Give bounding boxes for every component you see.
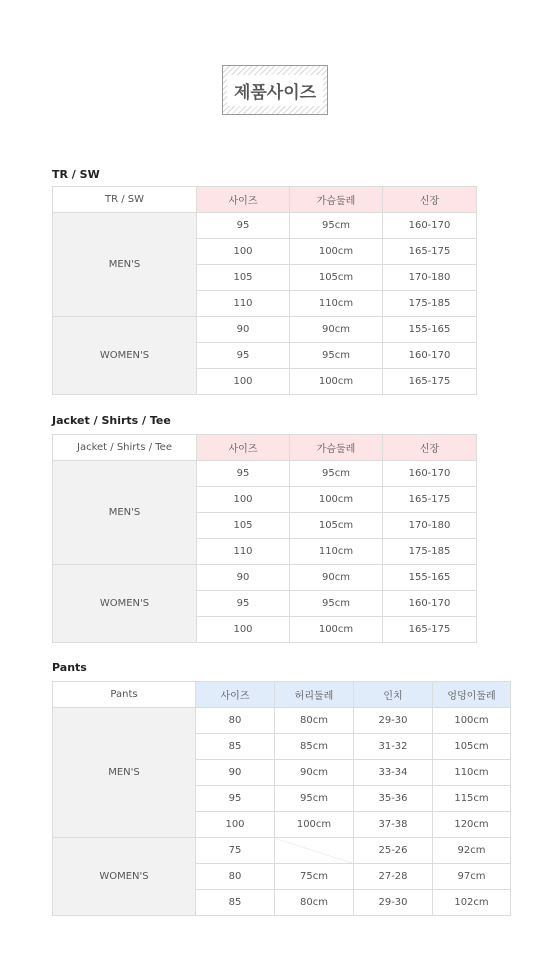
cell-chest: 100cm (290, 369, 383, 395)
cell-size: 80 (196, 864, 275, 890)
category-womens: WOMEN'S (53, 565, 197, 643)
table-header-row (53, 435, 477, 461)
cell-size: 95 (197, 343, 290, 369)
cell-hip: 115cm (433, 786, 511, 812)
page-title: 제품사이즈 (227, 75, 323, 106)
cell-size: 95 (197, 591, 290, 617)
page-title-badge (222, 65, 328, 115)
cell-size: 95 (196, 786, 275, 812)
cell-chest: 90cm (290, 317, 383, 343)
cell-height: 165-175 (383, 369, 477, 395)
cell-height: 165-175 (383, 487, 477, 513)
category-mens: MEN'S (53, 213, 197, 317)
cell-height: 160-170 (383, 461, 477, 487)
cell-size: 90 (197, 317, 290, 343)
cell-waist: 100cm (275, 812, 354, 838)
cell-size: 100 (197, 369, 290, 395)
cell-chest: 95cm (290, 591, 383, 617)
table-row (53, 565, 477, 591)
header-size: 사이즈 (196, 682, 275, 708)
cell-size: 100 (197, 617, 290, 643)
cell-size: 85 (196, 734, 275, 760)
size-table-jacket (52, 434, 477, 643)
cell-hip: 110cm (433, 760, 511, 786)
table-header-row (53, 682, 511, 708)
cell-height: 155-165 (383, 317, 477, 343)
category-womens: WOMEN'S (53, 838, 196, 916)
cell-height: 170-180 (383, 513, 477, 539)
size-table-tr-sw (52, 186, 477, 395)
table-header-row (53, 187, 477, 213)
cell-hip: 97cm (433, 864, 511, 890)
cell-size: 100 (197, 487, 290, 513)
cell-waist: 80cm (275, 890, 354, 916)
cell-inch: 35-36 (354, 786, 433, 812)
section-title-jacket: Jacket / Shirts / Tee (52, 414, 171, 427)
cell-hip: 105cm (433, 734, 511, 760)
cell-inch: 37-38 (354, 812, 433, 838)
cell-waist: 90cm (275, 760, 354, 786)
section-title-pants: Pants (52, 661, 87, 674)
cell-hip: 102cm (433, 890, 511, 916)
table-row (53, 213, 477, 239)
cell-height: 170-180 (383, 265, 477, 291)
cell-chest: 110cm (290, 291, 383, 317)
cell-inch: 33-34 (354, 760, 433, 786)
cell-height: 160-170 (383, 343, 477, 369)
header-inch: 인치 (354, 682, 433, 708)
header-size: 사이즈 (197, 187, 290, 213)
cell-height: 175-185 (383, 291, 477, 317)
table-row (53, 838, 511, 864)
cell-size: 80 (196, 708, 275, 734)
header-hip: 엉덩이둘레 (433, 682, 511, 708)
cell-size: 95 (197, 213, 290, 239)
cell-size: 90 (196, 760, 275, 786)
cell-waist: 75cm (275, 864, 354, 890)
cell-height: 160-170 (383, 213, 477, 239)
cell-inch: 25-26 (354, 838, 433, 864)
cell-waist: 95cm (275, 786, 354, 812)
cell-inch: 27-28 (354, 864, 433, 890)
header-chest: 가슴둘레 (290, 435, 383, 461)
cell-hip: 120cm (433, 812, 511, 838)
cell-inch: 31-32 (354, 734, 433, 760)
cell-size: 110 (197, 291, 290, 317)
header-chest: 가슴둘레 (290, 187, 383, 213)
cell-inch: 29-30 (354, 890, 433, 916)
size-table-pants (52, 681, 511, 916)
cell-chest: 105cm (290, 513, 383, 539)
header-size: 사이즈 (197, 435, 290, 461)
cell-inch: 29-30 (354, 708, 433, 734)
cell-size: 75 (196, 838, 275, 864)
cell-size: 85 (196, 890, 275, 916)
cell-height: 155-165 (383, 565, 477, 591)
header-height: 신장 (383, 187, 477, 213)
table-corner-label: Jacket / Shirts / Tee (53, 435, 197, 461)
cell-size: 105 (197, 513, 290, 539)
cell-size: 110 (197, 539, 290, 565)
cell-height: 165-175 (383, 239, 477, 265)
cell-height: 160-170 (383, 591, 477, 617)
table-corner-label: TR / SW (53, 187, 197, 213)
cell-chest: 95cm (290, 343, 383, 369)
cell-hip: 92cm (433, 838, 511, 864)
cell-waist: 80cm (275, 708, 354, 734)
header-height: 신장 (383, 435, 477, 461)
cell-height: 165-175 (383, 617, 477, 643)
cell-waist-empty (275, 838, 354, 864)
cell-chest: 90cm (290, 565, 383, 591)
header-waist: 허리둘레 (275, 682, 354, 708)
cell-waist: 85cm (275, 734, 354, 760)
cell-size: 100 (197, 239, 290, 265)
cell-chest: 95cm (290, 213, 383, 239)
cell-chest: 100cm (290, 617, 383, 643)
table-row (53, 461, 477, 487)
cell-height: 175-185 (383, 539, 477, 565)
cell-chest: 110cm (290, 539, 383, 565)
cell-chest: 95cm (290, 461, 383, 487)
cell-chest: 100cm (290, 239, 383, 265)
section-title-tr-sw: TR / SW (52, 168, 100, 181)
cell-chest: 100cm (290, 487, 383, 513)
table-row (53, 708, 511, 734)
table-corner-label: Pants (53, 682, 196, 708)
cell-size: 90 (197, 565, 290, 591)
category-womens: WOMEN'S (53, 317, 197, 395)
category-mens: MEN'S (53, 708, 196, 838)
cell-chest: 105cm (290, 265, 383, 291)
cell-size: 105 (197, 265, 290, 291)
table-row (53, 317, 477, 343)
cell-size: 95 (197, 461, 290, 487)
cell-size: 100 (196, 812, 275, 838)
category-mens: MEN'S (53, 461, 197, 565)
cell-hip: 100cm (433, 708, 511, 734)
